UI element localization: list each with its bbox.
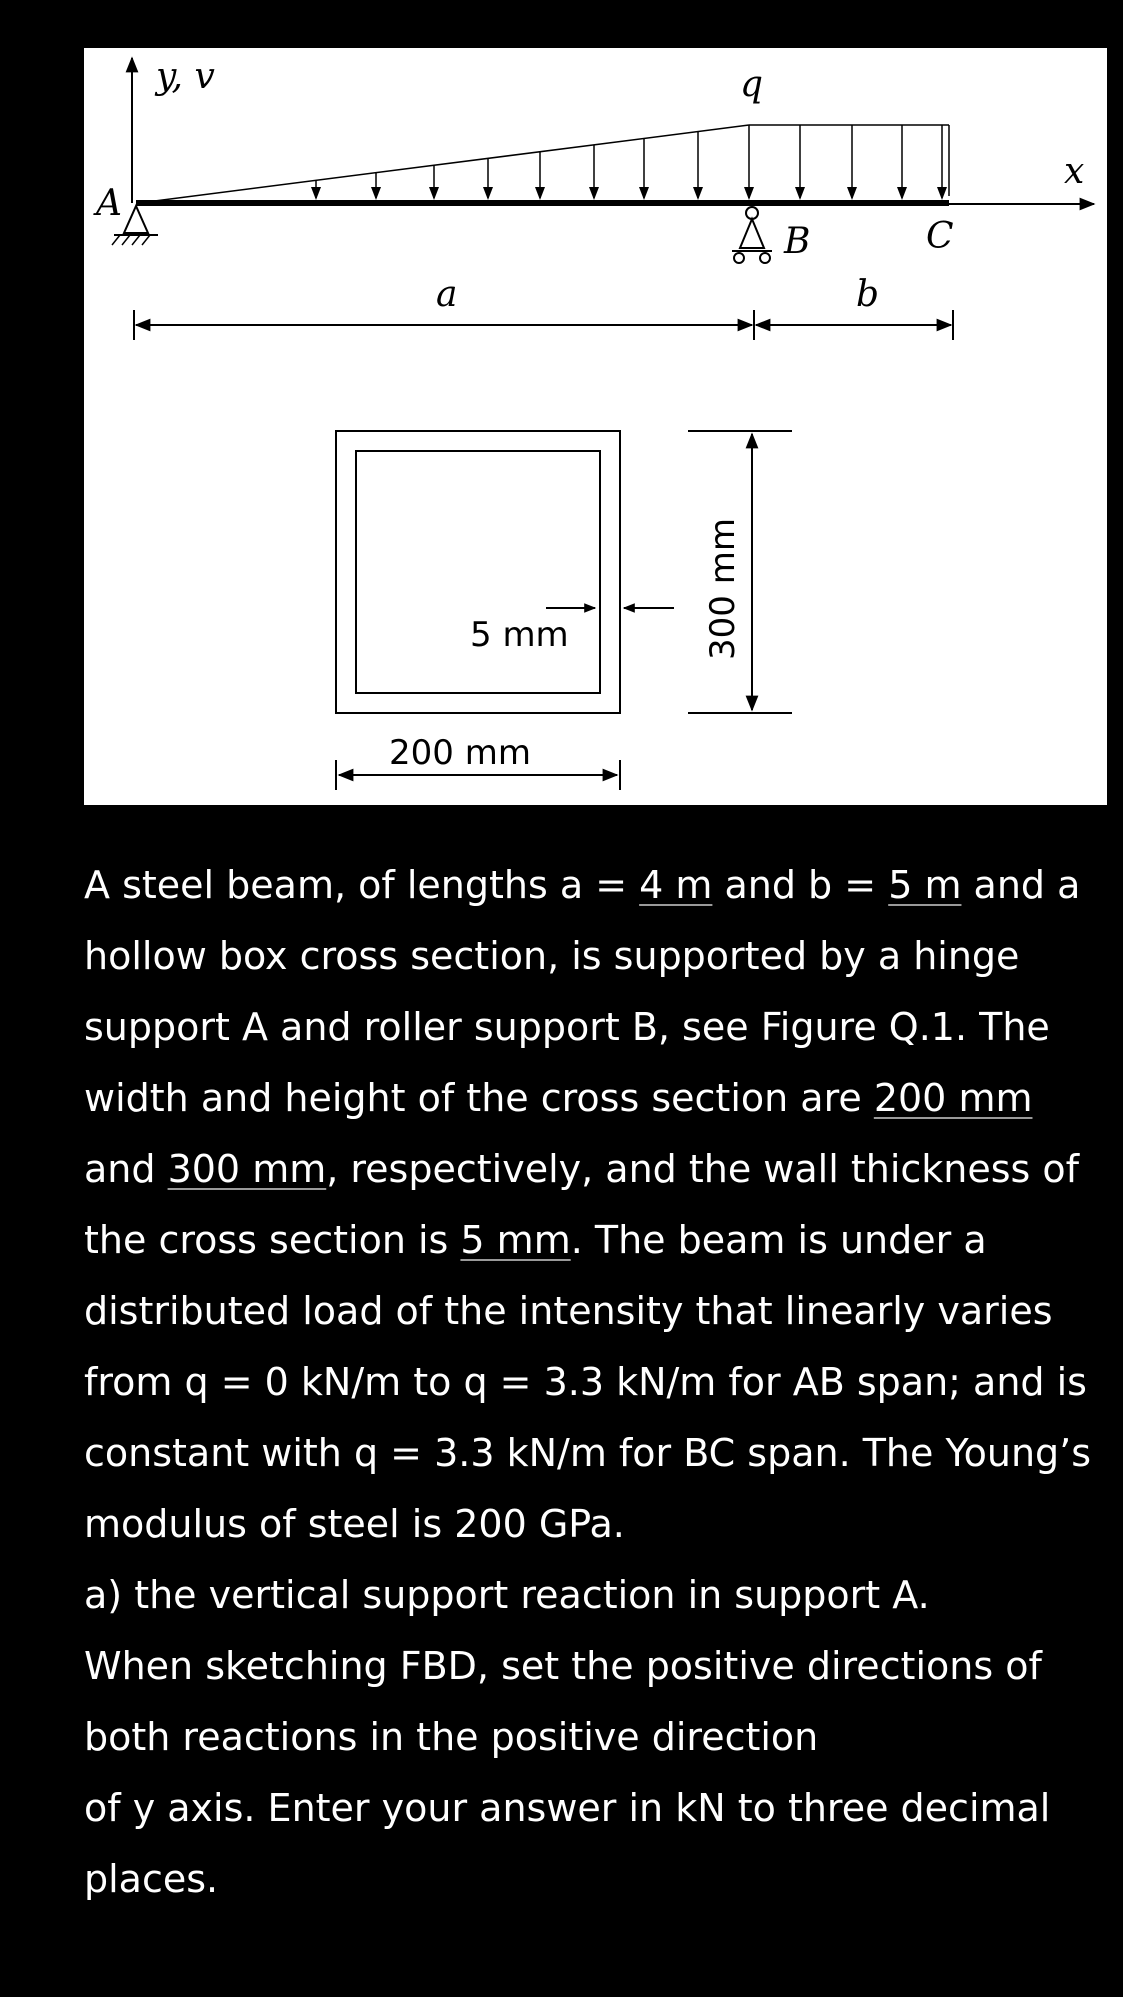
problem-statement	[84, 850, 1114, 1915]
problem-description: A steel beam, of lengths a = 4 m and b = 5 m and a hollow box cross section, is supported by a hinge support A and roller support B, see Figure Q.1. The width and height of the cross section are 200 mm and 300 mm, respectively, and the wall thickness of the cross section is 5 mm. The beam is under a distributed load of the intensity that linearly varies from q = 0 kN/m to q = 3.3 kN/m for AB span; and is constant with q = 3.3 kN/m for BC span. The Young’s modulus of steel is 200 GPa.	[84, 863, 1092, 1546]
answer-instruction: of y axis. Enter your answer in kN to three decimal places.	[84, 1786, 1051, 1901]
length-a-value: 4 m	[639, 863, 713, 907]
height-label: 300 mm	[703, 518, 743, 660]
load-arrow-head	[311, 187, 321, 200]
figure-q1	[84, 48, 1107, 805]
width-label: 200 mm	[389, 733, 531, 773]
x-axis-label: x	[1064, 151, 1085, 192]
fbd-instruction: When sketching FBD, set the positive directions of both reactions in the positive direction	[84, 1644, 1042, 1759]
distributed-load	[139, 125, 949, 203]
load-label-q: q	[740, 64, 764, 105]
load-arrow-head	[847, 187, 857, 200]
load-arrow-head	[589, 187, 599, 200]
question-a: a) the vertical support reaction in support A.	[84, 1573, 930, 1617]
dimension-lines	[134, 310, 953, 340]
load-arrow-head	[639, 187, 649, 200]
point-b-label: B	[784, 221, 811, 262]
load-arrow-head	[535, 187, 545, 200]
load-arrow-head	[937, 187, 947, 200]
thickness-label: 5 mm	[470, 615, 569, 655]
span-a-label: a	[436, 274, 458, 315]
thickness-value: 5 mm	[460, 1218, 571, 1262]
load-arrow-head	[693, 187, 703, 200]
span-b-label: b	[856, 274, 880, 315]
load-arrow-head	[795, 187, 805, 200]
load-arrow-head	[483, 187, 493, 200]
point-c-label: C	[926, 216, 954, 257]
height-value: 300 mm	[167, 1147, 327, 1191]
load-arrow-head	[897, 187, 907, 200]
box-cross-section	[336, 431, 620, 713]
roller-support-b	[732, 207, 772, 263]
width-value: 200 mm	[873, 1076, 1033, 1120]
beam-diagram	[84, 48, 1107, 805]
load-arrow-head	[429, 187, 439, 200]
load-arrow-head	[744, 187, 754, 200]
load-arrow-head	[371, 187, 381, 200]
point-a-label: A	[96, 183, 122, 224]
y-axis-label: y, v	[156, 56, 215, 97]
length-b-value: 5 m	[888, 863, 962, 907]
